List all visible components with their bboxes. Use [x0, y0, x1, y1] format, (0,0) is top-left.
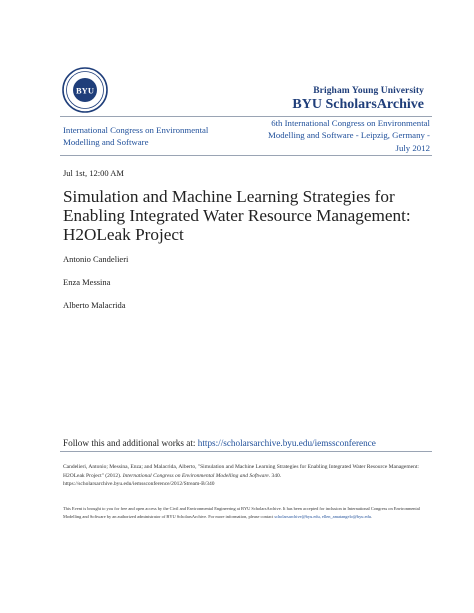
- citation-venue: International Congress on Environmental Modelling and Software.: [122, 472, 271, 479]
- follow-label: Follow this and additional works at:: [63, 438, 196, 448]
- collection-link[interactable]: International Congress on Environmental Modelling and Software: [63, 125, 209, 147]
- follow-divider: [60, 451, 432, 452]
- notice-text: This Event is brought to you for free and open access by the Civil and Environmental Engineering at BYU ScholarsArchive. It has been accepted for inclusion in International Congress on Environmental Modelling and Software by an authorized administrator of BYU ScholarsArchive. For more information, please contact: [63, 506, 420, 519]
- notice-end: .: [370, 513, 373, 519]
- contact-email-link[interactable]: scholarsarchive@byu.edu, ellen_amatangelo@byu.edu: [274, 513, 371, 519]
- recommended-citation: [63, 463, 421, 489]
- citation-url-link[interactable]: https://scholarsarchive.byu.edu/iemssconference/2012/Stream-B/340: [63, 481, 215, 488]
- author-name: Enza Messina: [63, 277, 111, 287]
- citation-text: Candelieri, Antonio; Messina, Enza; and Malacrida, Alberto, "Simulation and Machine Learning Strategies for Enabling Integrated Water Resource Management: H2OLeak Project" (2012).: [63, 464, 419, 479]
- university-name: Brigham Young University: [313, 86, 424, 96]
- citation-number: 340.: [271, 472, 282, 479]
- header-divider-bottom: [60, 155, 432, 156]
- author-name: Antonio Candelieri: [63, 254, 129, 264]
- access-notice: [63, 505, 421, 521]
- byu-seal-logo: [62, 67, 108, 113]
- paper-title: Simulation and Machine Learning Strategies for Enabling Integrated Water Resource Management: H2OLeak Project: [63, 187, 411, 244]
- byu-header: [292, 86, 424, 113]
- follow-url-link[interactable]: https://scholarsarchive.byu.edu/iemssconference: [197, 438, 376, 448]
- seal-text: BYU: [76, 85, 94, 96]
- author-name: Alberto Malacrida: [63, 300, 126, 310]
- event-link[interactable]: 6th International Congress on Environmental Modelling and Software - Leipzig, Germany - July 2012: [268, 118, 430, 153]
- event-date: Jul 1st, 12:00 AM: [63, 168, 124, 178]
- follow-line: [63, 438, 443, 448]
- archive-name[interactable]: BYU ScholarsArchive: [292, 97, 424, 112]
